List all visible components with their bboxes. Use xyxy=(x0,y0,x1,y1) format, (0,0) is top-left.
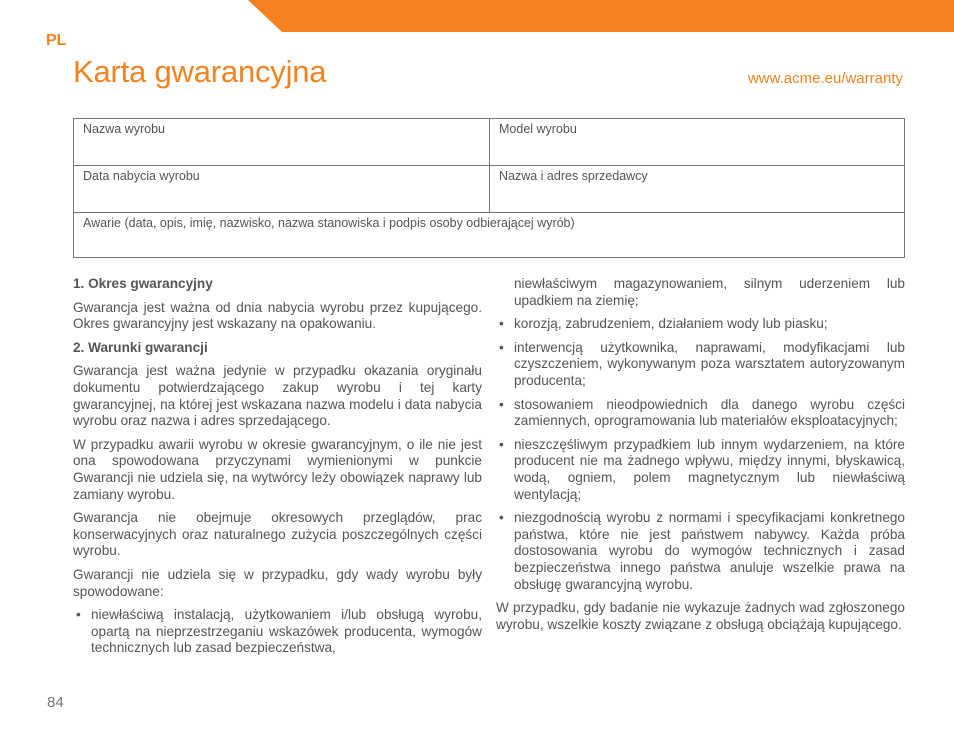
seller-label: Nazwa i adres sprzedawcy xyxy=(499,169,648,183)
list-item xyxy=(496,510,905,593)
left-column xyxy=(73,276,482,664)
paragraph: Gwarancji nie udziela się w przypadku, gdy wady wyrobu były spowodowane: xyxy=(73,566,482,599)
product-name-field[interactable] xyxy=(74,119,490,166)
paragraph: W przypadku, gdy badanie nie wykazuje żadnych wad zgłoszonego wyrobu, wszelkie koszty związane z obsługą obciążają kupującego. xyxy=(496,600,905,632)
list-item-text: stosowaniem nieodpowiednich dla danego wyrobu części zamiennych, oprogramowania lub materiałów eksploatacyjnych; xyxy=(514,396,905,429)
purchase-date-field[interactable] xyxy=(74,166,490,213)
warranty-form-table xyxy=(73,118,905,258)
right-column xyxy=(496,276,905,640)
list-item-text: nieszczęśliwym przypadkiem lub innym wydarzeniem, na które producent nie ma żadnego wpływu, między innymi, błyskawicą, wodą, ogniem, polem magnetycznym lub niewłaściwą wentylacją; xyxy=(514,436,905,502)
list-item xyxy=(496,437,905,503)
page-number: 84 xyxy=(47,694,64,711)
product-name-label: Nazwa wyrobu xyxy=(83,122,165,136)
model-label: Model wyrobu xyxy=(499,122,577,136)
model-field[interactable] xyxy=(490,119,905,166)
seller-field[interactable] xyxy=(490,166,905,213)
language-code: PL xyxy=(46,32,67,49)
bullet-icon: • xyxy=(499,396,504,412)
bullet-icon: • xyxy=(499,510,504,526)
list-item-text: niezgodnością wyrobu z normami i specyfikacjami konkretnego państwa, które nie jest państwem nabywcy. Każda próba dostosowania wyrobu do wymogów technicznych i zasad bezpieczeństwa innego państwa anuluje wszelkie prawa na obsługę gwarancyjną wyrobu. xyxy=(514,510,905,592)
paragraph: W przypadku awarii wyrobu w okresie gwarancyjnym, o ile nie jest ona spowodowana przyczynami wymienionymi w punkcie Gwarancji nie udziela się, na wytwórcy leży obowiązek naprawy lub zamiany wyrobu. xyxy=(73,436,482,502)
header-orange-band xyxy=(248,0,954,32)
warranty-url[interactable]: www.acme.eu/warranty xyxy=(747,70,903,87)
bullet-icon: • xyxy=(499,339,504,355)
list-item-text: korozją, zabrudzeniem, działaniem wody lub piasku; xyxy=(514,316,828,332)
list-item xyxy=(496,316,905,333)
paragraph: Gwarancja jest ważna jedynie w przypadku okazania oryginału dokumentu potwierdzającego zakup wyrobu i tej karty gwarancyjnej, na której jest wskazana nazwa modelu i data nabycia wyrobu oraz nazwa i adres sprzedającego. xyxy=(73,363,482,429)
exclusions-list xyxy=(73,607,482,657)
failures-field[interactable] xyxy=(74,213,905,258)
paragraph: Gwarancja jest ważna od dnia nabycia wyrobu przez kupującego. Okres gwarancyjny jest wskazany na opakowaniu. xyxy=(73,299,482,332)
failures-label: Awarie (data, opis, imię, nazwisko, nazwa stanowiska i podpis osoby odbierającej wyrób) xyxy=(83,216,575,230)
list-item-continuation: niewłaściwym magazynowaniem, silnym uderzeniem lub upadkiem na ziemię; xyxy=(514,276,905,308)
section-heading-warranty-conditions: 2. Warunki gwarancji xyxy=(73,339,208,355)
section-heading-warranty-period: 1. Okres gwarancyjny xyxy=(73,276,213,291)
list-item xyxy=(73,607,482,657)
purchase-date-label: Data nabycia wyrobu xyxy=(83,169,200,183)
bullet-icon: • xyxy=(499,316,504,332)
list-item-text: interwencją użytkownika, naprawami, modyfikacjami lub czyszczeniem, wykonywanym poza warsztatem autoryzowanym producenta; xyxy=(514,339,905,388)
paragraph: Gwarancja nie obejmuje okresowych przeglądów, prac konserwacyjnych oraz naturalnego zużycia poszczególnych części wyrobu. xyxy=(73,510,482,559)
bullet-icon: • xyxy=(76,607,81,623)
page-title: Karta gwarancyjna xyxy=(73,54,327,89)
list-item xyxy=(496,340,905,390)
bullet-icon: • xyxy=(499,436,504,452)
exclusions-list-continued xyxy=(496,316,905,593)
list-item xyxy=(496,397,905,430)
list-item-text: niewłaściwą instalacją, użytkowaniem i/lub obsługą wyrobu, opartą na nieprzestrzeganiu wskazówek producenta, wymogów technicznych lub zasad bezpieczeństwa, xyxy=(91,607,482,656)
